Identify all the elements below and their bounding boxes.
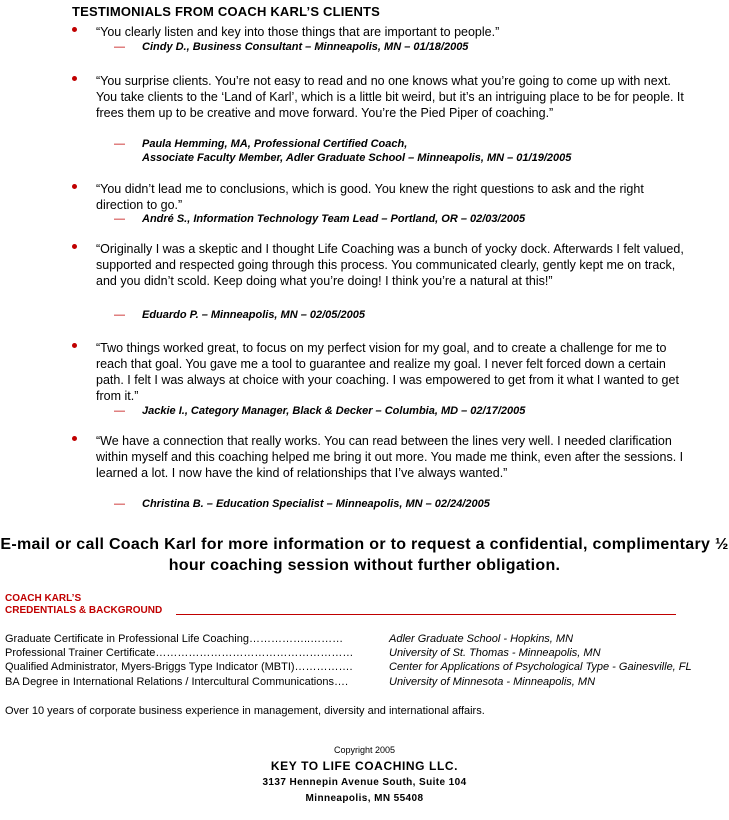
- credential-institution: Center for Applications of Psychological Type - Gainesville, FL: [389, 661, 692, 673]
- testimonial-attribution: — Paula Hemming, MA, Professional Certified Coach, Associate Faculty Member, Adler Graduate School – Minneapolis, MN – 01/19/2005: [114, 138, 572, 164]
- credential-name: Professional Trainer Certificate………………………………………………: [5, 647, 354, 659]
- bullet-icon: [72, 184, 77, 189]
- testimonial-attribution: — Cindy D., Business Consultant – Minneapolis, MN – 01/18/2005: [114, 41, 469, 53]
- testimonial-quote: “Two things worked great, to focus on my perfect vision for my goal, and to create a challenge for me to reach that goal. You gave me a tool to guarantee and realize my goal. I never felt forced down a certain path. I felt I was always at choice with your coaching. I was empowered to get from it what I wanted to get from it.”: [96, 341, 679, 403]
- address-line: 3137 Hennepin Avenue South, Suite 104: [262, 777, 467, 788]
- credential-name: Graduate Certificate in Professional Life Coaching……………..………: [5, 633, 344, 645]
- page-title: TESTIMONIALS FROM COACH KARL’S CLIENTS: [72, 4, 381, 19]
- address-line: Minneapolis, MN 55408: [305, 793, 424, 804]
- testimonial-quote: “You surprise clients. You’re not easy to read and no one knows what you’re going to come up with next. You take clients to the ‘Land of Karl’, which is a little bit weird, but it’s an intriguing place to be for people. It frees them up to be creative and move forward. You’re the Pied Piper of coaching.”: [96, 74, 684, 120]
- credential-institution: University of St. Thomas - Minneapolis, MN: [389, 647, 601, 659]
- bullet-icon: [72, 343, 77, 348]
- credential-name: Qualified Administrator, Myers-Briggs Type Indicator (MBTI)…………….: [5, 661, 353, 673]
- company-name: KEY TO LIFE COACHING LLC.: [270, 759, 459, 773]
- credential-institution: Adler Graduate School - Hopkins, MN: [389, 633, 574, 645]
- experience-summary: Over 10 years of corporate business experience in management, diversity and international affairs.: [5, 705, 485, 717]
- testimonial-quote: “You clearly listen and key into those things that are important to people.”: [96, 25, 500, 39]
- dash-icon: —: [114, 405, 125, 417]
- dash-icon: —: [114, 309, 125, 321]
- dash-icon: —: [114, 498, 125, 510]
- testimonial-quote: “We have a connection that really works. You can read between the lines very well. I needed clarification within myself and this coaching helped me bring it out more. You made me think, even after the sessions. I learned a lot. I now have the kind of relationships that I’ve always wanted.”: [96, 434, 684, 480]
- testimonial-attribution: — Jackie I., Category Manager, Black & Decker – Columbia, MD – 02/17/2005: [114, 405, 526, 417]
- copyright-text: Copyright 2005: [333, 745, 396, 755]
- credentials-divider: [176, 614, 676, 615]
- dash-icon: —: [114, 213, 125, 225]
- bullet-icon: [72, 244, 77, 249]
- testimonial-attribution: — André S., Information Technology Team Lead – Portland, OR – 02/03/2005: [114, 213, 526, 225]
- credentials-heading: COACH KARL’S CREDENTIALS & BACKGROUND: [5, 593, 163, 616]
- testimonial-attribution: — Eduardo P. – Minneapolis, MN – 02/05/2005: [114, 309, 365, 321]
- call-to-action: E-mail or call Coach Karl for more information or to request a confidential, complimentary ½ hour coaching session without further obligation.: [0, 536, 729, 574]
- bullet-icon: [72, 436, 77, 441]
- credential-name: BA Degree in International Relations / Intercultural Communications….: [5, 676, 349, 688]
- testimonial-quote: “Originally I was a skeptic and I thought Life Coaching was a bunch of yocky dock. Afterwards I felt valued, supported and respected going through this process. You communicated clearly, gently kept me on track, and you didn’t scold. Keep doing what you’re doing! I think you’re a natural at this!”: [96, 242, 684, 288]
- dash-icon: —: [114, 41, 125, 53]
- credential-institution: University of Minnesota - Minneapolis, MN: [389, 676, 596, 688]
- testimonial-attribution: — Christina B. – Education Specialist – Minneapolis, MN – 02/24/2005: [114, 498, 490, 510]
- dash-icon: —: [114, 138, 125, 150]
- testimonial-quote: “You didn’t lead me to conclusions, which is good. You knew the right questions to ask and the right direction to go.”: [96, 182, 644, 212]
- bullet-icon: [72, 76, 77, 81]
- bullet-icon: [72, 27, 77, 32]
